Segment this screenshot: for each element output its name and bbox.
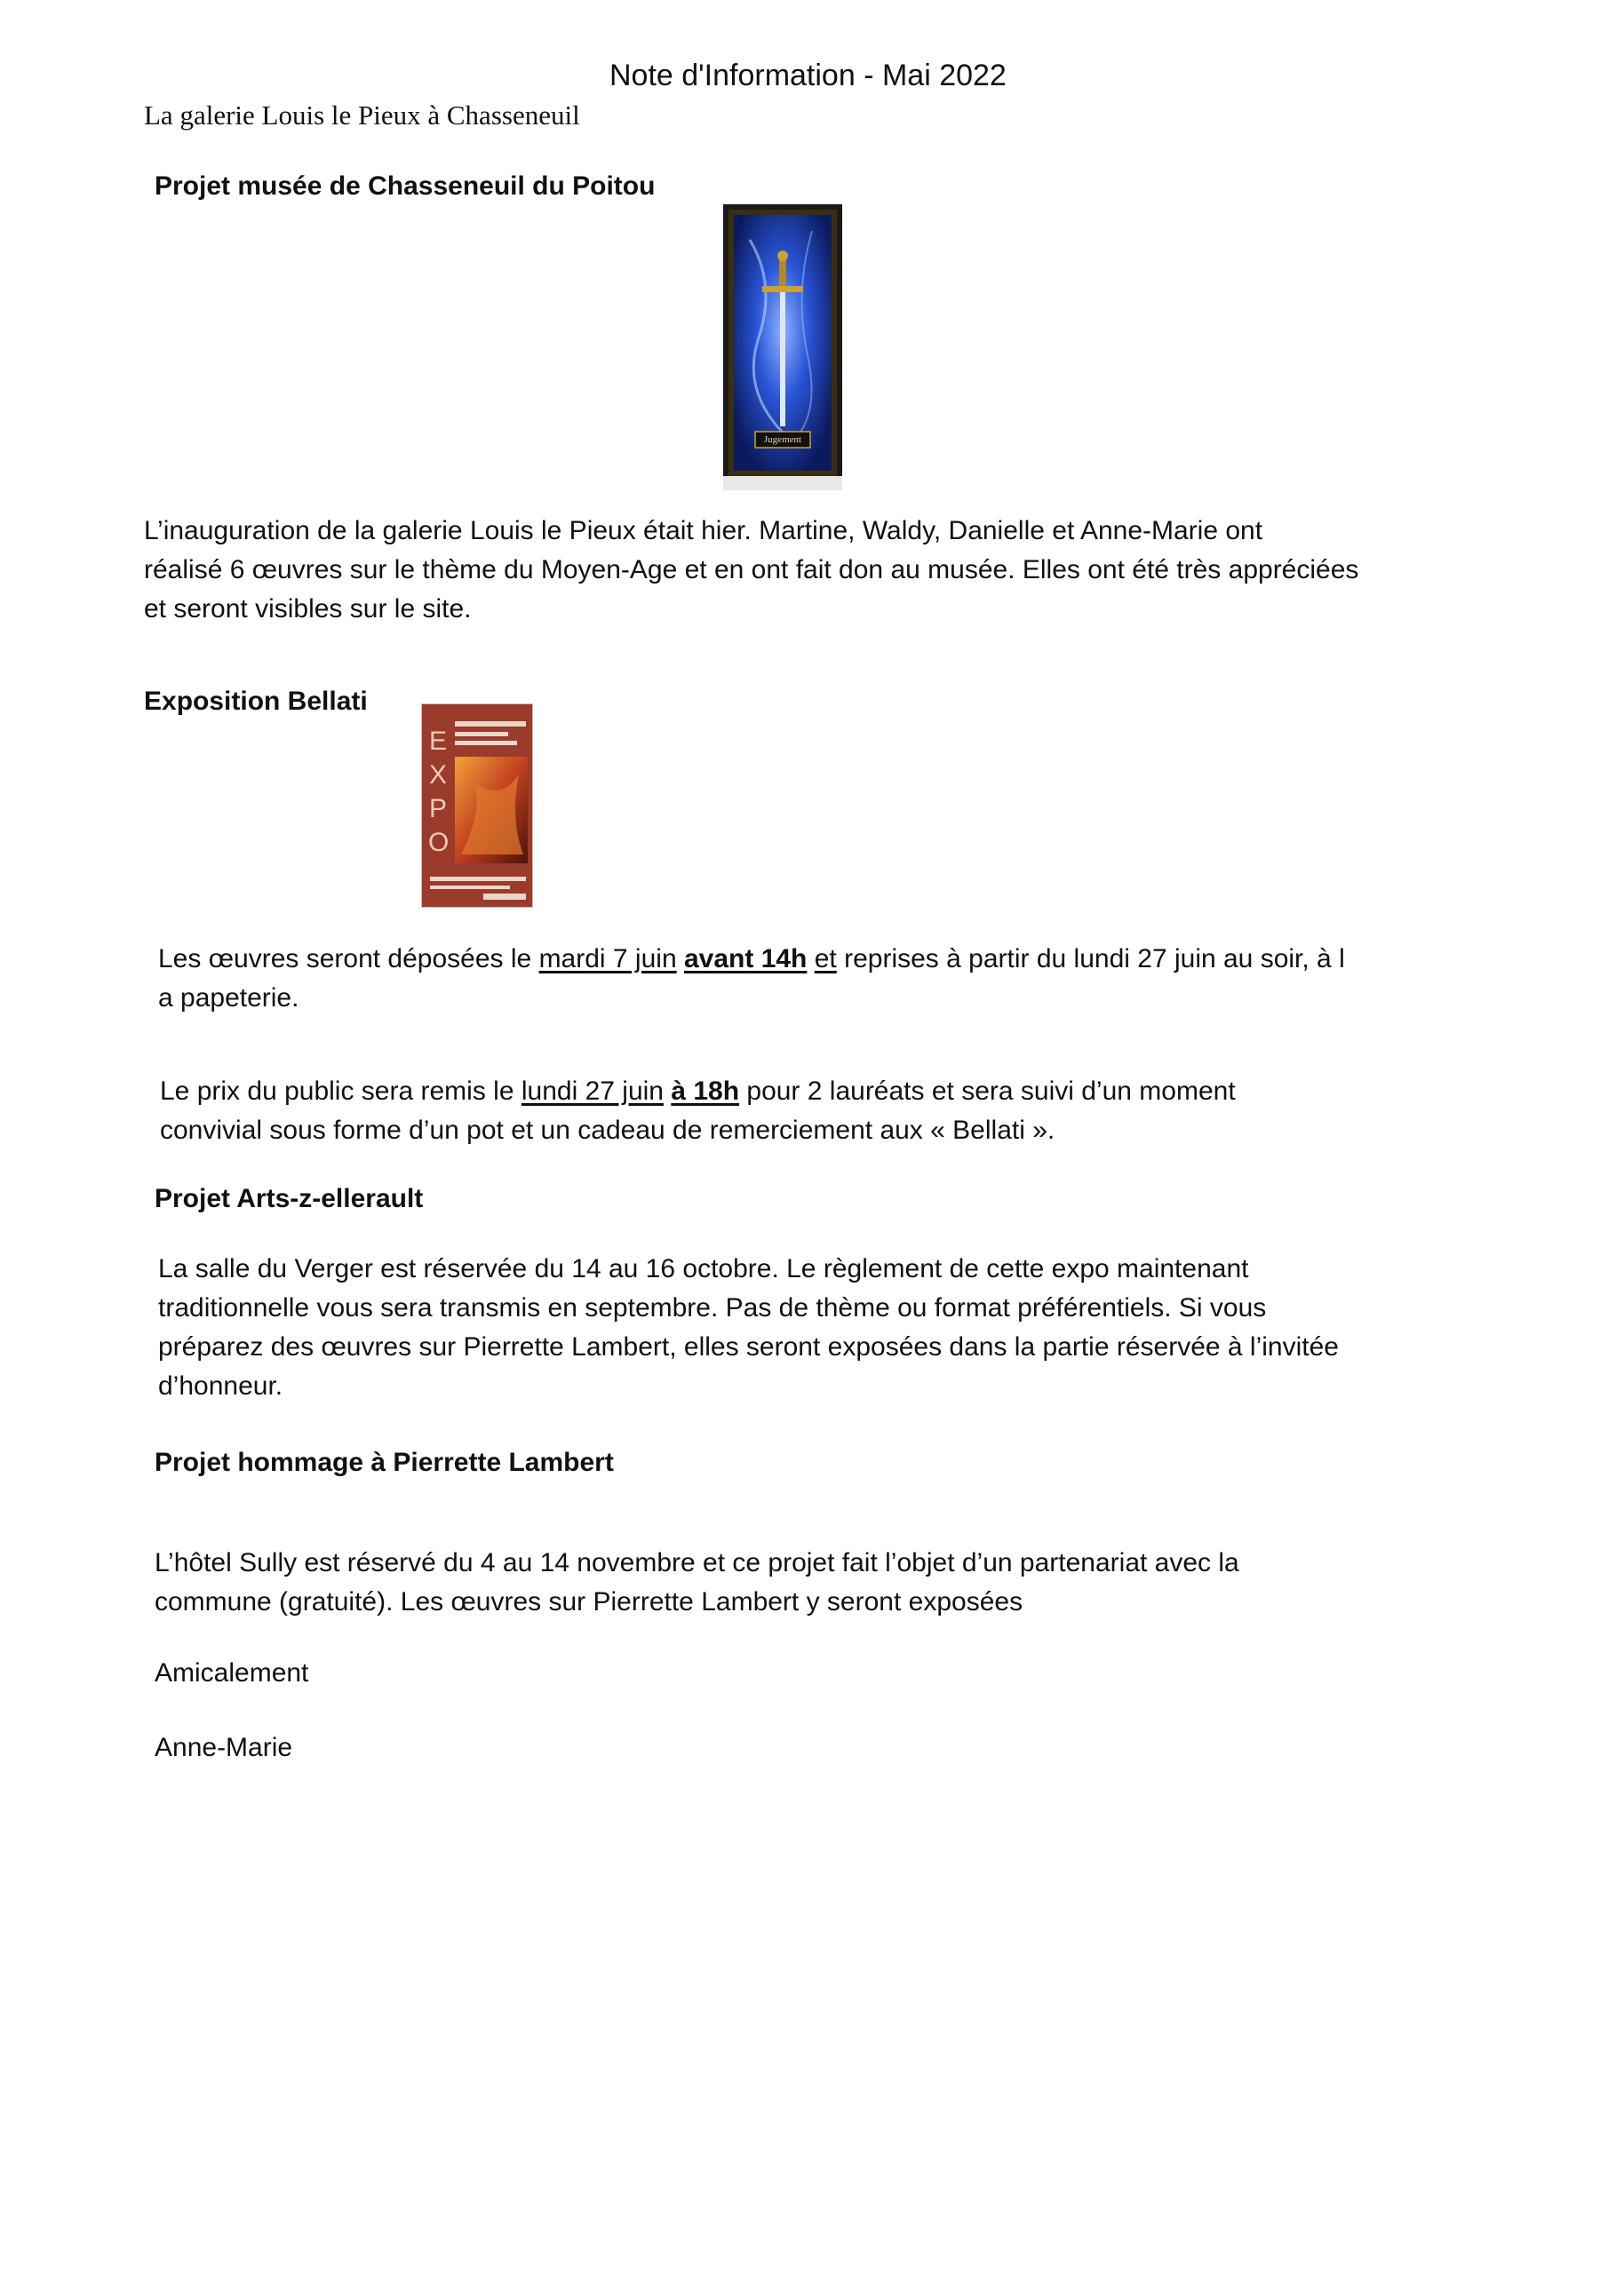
poster-letter: O — [428, 828, 450, 857]
section-heading-musee: Projet musée de Chasseneuil du Poitou — [155, 171, 656, 201]
text-run: reprises à partir du lundi 27 juin au soir, à l — [836, 944, 1345, 973]
painting-image — [723, 204, 842, 490]
closing-greeting: Amicalement — [155, 1658, 309, 1688]
poster-letters — [428, 725, 448, 860]
text-run: pour 2 lauréats et sera suivi d’un moment — [739, 1076, 1236, 1106]
text-line: et seront visibles sur le site. — [144, 594, 472, 624]
text-line: commune (gratuité). Les œuvres sur Pierrette Lambert y seront exposées — [155, 1587, 1023, 1617]
document-title: Note d'Information - Mai 2022 — [609, 59, 1007, 92]
text-line: L’hôtel Sully est réservé du 4 au 14 novembre et ce projet fait l’objet d’un partenariat avec la — [155, 1548, 1239, 1577]
time-bold-underlined: avant 14h — [683, 944, 808, 973]
section4-paragraph — [155, 1544, 1239, 1622]
time-bold-underlined: à 18h — [671, 1076, 740, 1106]
text-line: L’inauguration de la galerie Louis le Pieux était hier. Martine, Waldy, Danielle et Anne-Marie ont — [144, 516, 1263, 545]
section2-paragraph-1 — [158, 940, 1345, 1018]
painting-caption: Jugement — [763, 434, 802, 445]
document-subtitle: La galerie Louis le Pieux à Chasseneuil — [144, 99, 580, 131]
text-run: Le prix du public sera remis le — [160, 1076, 521, 1106]
section-heading-hommage: Projet hommage à Pierrette Lambert — [155, 1448, 614, 1477]
expo-poster-image — [421, 703, 533, 908]
date-underlined: lundi 27 juin — [521, 1076, 664, 1106]
text-line: a papeterie. — [158, 983, 299, 1013]
text-line: réalisé 6 œuvres sur le thème du Moyen-Age et en ont fait don au musée. Elles ont été très appréciées — [144, 555, 1359, 584]
section1-paragraph — [144, 512, 1358, 629]
painting-svg — [723, 204, 842, 490]
section3-paragraph — [158, 1250, 1339, 1406]
text-line — [160, 1072, 1236, 1111]
section2-paragraph-2 — [160, 1072, 1236, 1150]
text-line: d’honneur. — [158, 1371, 283, 1401]
text-line: préparez des œuvres sur Pierrette Lambert, elles seront exposées dans la partie réservée à l’invitée — [158, 1332, 1339, 1362]
signature: Anne-Marie — [155, 1733, 293, 1762]
poster-letter: X — [428, 760, 447, 790]
text-line: convivial sous forme d’un pot et un cadeau de remerciement aux « Bellati ». — [160, 1116, 1055, 1145]
text-run: Les œuvres seront déposées le — [158, 944, 539, 973]
text-line — [158, 940, 1345, 979]
conjunction-underlined: et — [814, 944, 837, 973]
section-heading-bellati: Exposition Bellati — [144, 687, 368, 716]
poster-letter: P — [428, 794, 447, 823]
text-line: La salle du Verger est réservée du 14 au 16 octobre. Le règlement de cette expo maintenant — [158, 1254, 1249, 1283]
section-heading-arts: Projet Arts-z-ellerault — [155, 1184, 424, 1213]
poster-letter: E — [428, 727, 447, 756]
text-line: traditionnelle vous sera transmis en septembre. Pas de thème ou format préférentiels. Si vous — [158, 1293, 1267, 1323]
date-underlined: mardi 7 juin — [538, 944, 677, 973]
